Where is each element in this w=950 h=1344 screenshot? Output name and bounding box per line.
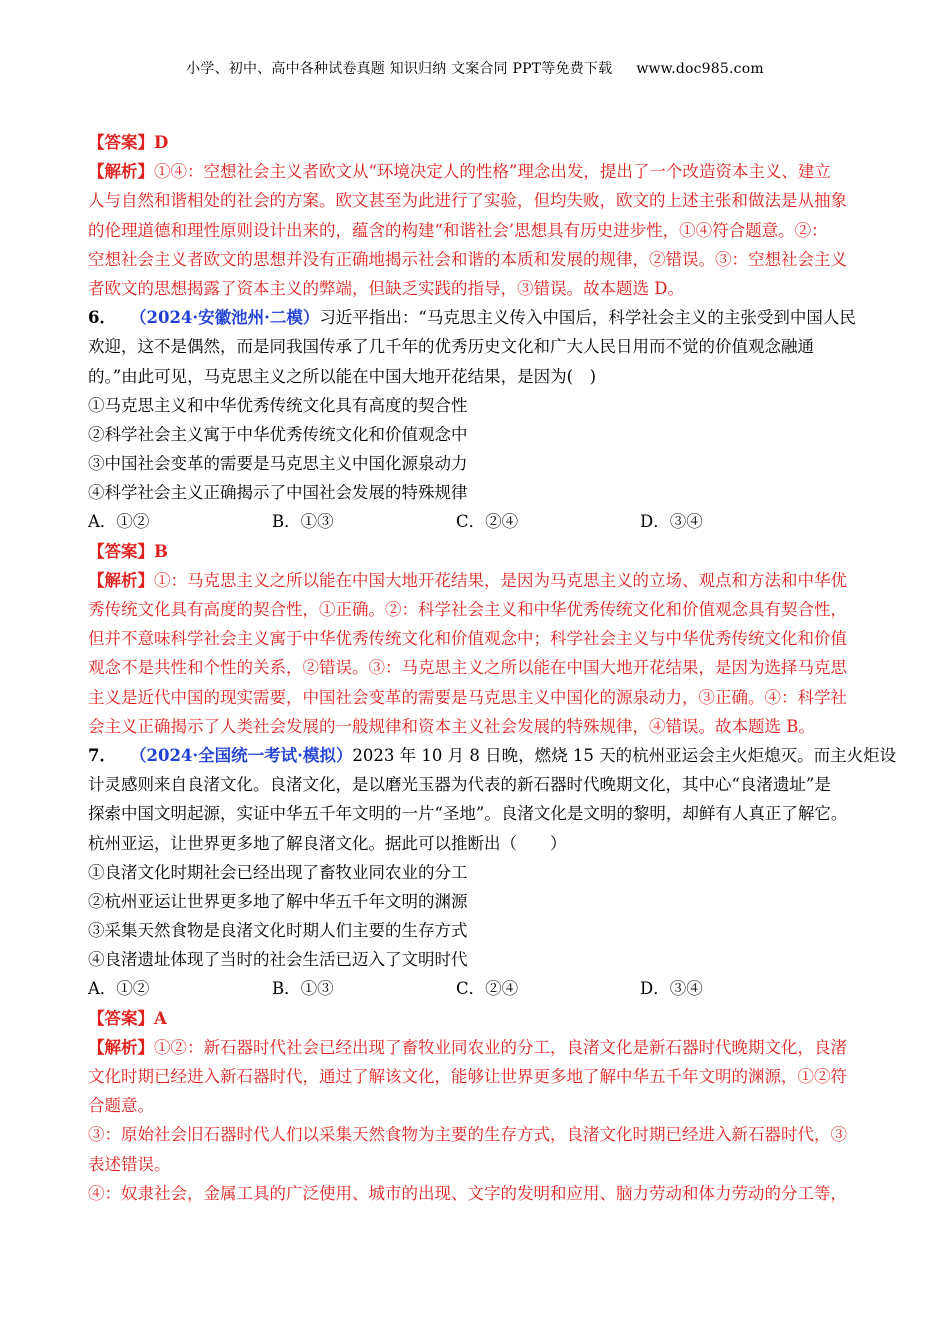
analysis-line: ④：奴隶社会，金属工具的广泛使用、城市的出现、文字的发明和应用、脑力劳动和体力劳动的分工等，: [88, 1183, 847, 1203]
answer-line: 【答案】B: [88, 541, 168, 561]
analysis-line: 会主义正确揭示了人类社会发展的一般规律和资本主义社会发展的特殊规律，④错误。故本题选 B。: [88, 716, 815, 736]
choice-item: ②杭州亚运让世界更多地了解中华五千年文明的渊源: [88, 891, 468, 911]
option-b[interactable]: B．①③: [272, 512, 334, 532]
answer-options: [88, 974, 878, 1003]
question-stem-line: 的。”由此可见，马克思主义之所以能在中国大地开花结果，是因为( ): [88, 366, 597, 386]
option-d[interactable]: D．③④: [640, 979, 703, 999]
analysis-line: 【解析】①②：新石器时代社会已经出现了畜牧业同农业的分工，良渚文化是新石器时代晚期文化，良渚: [88, 1037, 847, 1057]
header-url[interactable]: www.doc985.com: [636, 61, 764, 77]
question-source: （2024·安徽池州·二模）: [129, 308, 320, 328]
question-stem-line: 计灵感则来自良渚文化。良渚文化，是以磨光玉器为代表的新石器时代晚期文化，其中心“良渚遗址”是: [88, 775, 831, 795]
choice-item: ③中国社会变革的需要是马克思主义中国化源泉动力: [88, 454, 468, 474]
question-source: （2024·全国统一考试·模拟）: [129, 745, 353, 765]
option-a[interactable]: A．①②: [88, 979, 150, 999]
option-a[interactable]: A．①②: [88, 512, 150, 532]
analysis-line: 【解析】①④：空想社会主义者欧文从“环境决定人的性格”理念出发，提出了一个改造资本主义、建立: [88, 162, 831, 182]
question-stem-line: 探索中国文明起源，实证中华五千年文明的一片“圣地”。良渚文化是文明的黎明，却鲜有人真正了解它。: [88, 804, 848, 824]
choice-item: ①良渚文化时期社会已经出现了畜牧业同农业的分工: [88, 862, 468, 882]
question-7-stem: 7． （2024·全国统一考试·模拟）2023 年 10 月 8 日晚，燃烧 15 天的杭州亚运会主火炬熄灭。而主火炬设: [88, 745, 897, 765]
page-header: [0, 58, 950, 78]
answer-options: [88, 507, 878, 536]
analysis-line: 主义是近代中国的现实需要，中国社会变革的需要是马克思主义中国化的源泉动力，③正确。④：科学社: [88, 687, 847, 707]
question-stem-line: 欢迎，这不是偶然，而是同我国传承了几千年的优秀历史文化和广大人民日用而不觉的价值观念融通: [88, 337, 814, 357]
analysis-line: 但并不意味科学社会主义寓于中华优秀传统文化和价值观念中；科学社会主义与中华优秀传统文化和价值: [88, 629, 847, 649]
option-c[interactable]: C．②④: [456, 979, 519, 999]
choice-item: ①马克思主义和中华优秀传统文化具有高度的契合性: [88, 395, 468, 415]
choice-item: ②科学社会主义寓于中华优秀传统文化和价值观念中: [88, 424, 468, 444]
choice-item: ④科学社会主义正确揭示了中国社会发展的特殊规律: [88, 483, 468, 503]
option-d[interactable]: D．③④: [640, 512, 703, 532]
question-stem-line: 杭州亚运，让世界更多地了解良渚文化。据此可以推断出（ ）: [88, 833, 567, 853]
analysis-line: 观念不是共性和个性的关系，②错误。③：马克思主义之所以能在中国大地开花结果，是因为选择马克思: [88, 658, 847, 678]
analysis-line: 表述错误。: [88, 1154, 171, 1174]
analysis-line: 【解析】①：马克思主义之所以能在中国大地开花结果，是因为马克思主义的立场、观点和方法和中华优: [88, 570, 847, 590]
answer-line: 【答案】A: [88, 1008, 167, 1028]
option-c[interactable]: C．②④: [456, 512, 519, 532]
analysis-line: 者欧文的思想揭露了资本主义的弊端，但缺乏实践的指导，③错误。故本题选 D。: [88, 278, 684, 298]
document-body: [88, 128, 897, 1208]
choice-item: ③采集天然食物是良渚文化时期人们主要的生存方式: [88, 921, 468, 941]
question-6-stem: 6． （2024·安徽池州·二模）习近平指出：“马克思主义传入中国后，科学社会主义的主张受到中国人民: [88, 308, 856, 328]
analysis-line: 的伦理道德和理性原则设计出来的，蕴含的构建“和谐社会’思想具有历史进步性，①④符合题意。②：: [88, 220, 828, 240]
header-text: 小学、初中、高中各种试卷真题 知识归纳 文案合同 PPT等免费下载: [186, 61, 613, 77]
analysis-line: 文化时期已经进入新石器时代，通过了解该文化，能够让世界更多地了解中华五千年文明的渊源，①②符: [88, 1067, 847, 1086]
analysis-line: 空想社会主义者欧文的思想并没有正确地揭示社会和谐的本质和发展的规律，②错误。③：空想社会主义: [88, 249, 847, 269]
analysis-line: 秀传统文化具有高度的契合性，①正确。②：科学社会主义和中华优秀传统文化和价值观念具有契合性，: [88, 600, 847, 619]
choice-item: ④良渚遗址体现了当时的社会生活已迈入了文明时代: [88, 950, 468, 970]
analysis-line: 合题意。: [88, 1096, 154, 1116]
answer-line: 【答案】D: [88, 133, 169, 152]
analysis-line: 人与自然和谐相处的社会的方案。欧文甚至为此进行了实验，但均失败，欧文的上述主张和做法是从抽象: [88, 191, 847, 211]
option-b[interactable]: B．①③: [272, 979, 334, 999]
analysis-line: ③：原始社会旧石器时代人们以采集天然食物为主要的生存方式，良渚文化时期已经进入新石器时代，③: [88, 1125, 847, 1145]
